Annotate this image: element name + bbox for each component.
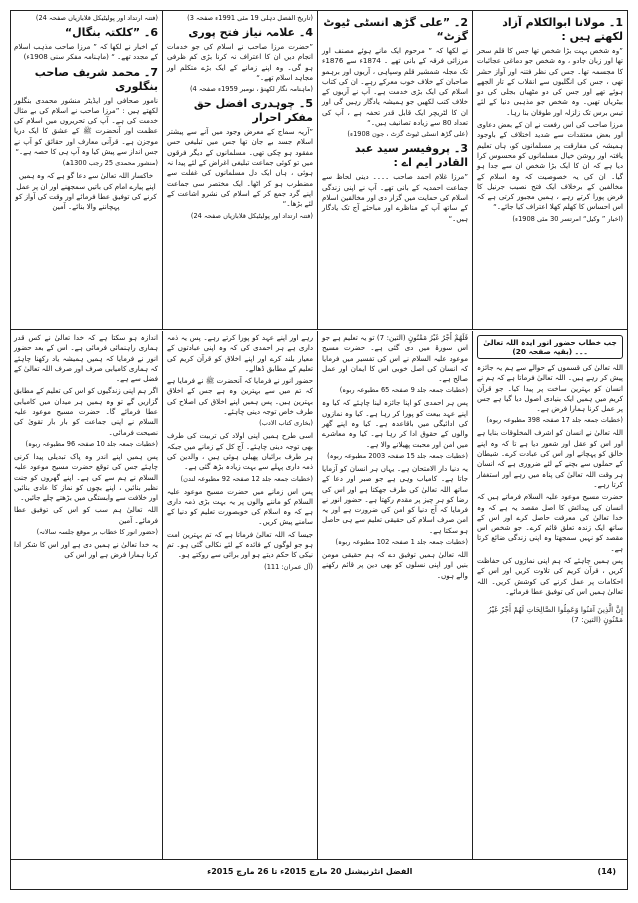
lower-col-4 [10,331,162,859]
lower-col3-ref: (بخاری کتاب الادب) [259,419,313,428]
lower-col2-para: یہ دنیا دار الامتحان ہے۔ یہاں ہر انسان کو آزمایا جاتا ہے۔ کامیاب وہی ہے جو صبر اور دعا کے ساتھ اللہ تعالیٰ کی طرف جھکتا ہے اور اس کی رضا کو ہر چیز پر مقدم رکھتا ہے۔ حضور انور نے فرمایا کہ آج دنیا کو امن کی ضرورت ہے اور یہ امن صرف اسلام کی حقیقی تعلیم سے ہی حاصل ہو سکتا ہے۔ [322,463,468,535]
page-footer [10,860,628,882]
column-rule [317,331,318,859]
lower-col-2 [318,331,472,859]
upper-col3-heading: 4۔ علامہ نیاز فتح پوری [188,26,313,39]
continuation-box: جب خطاب حضور انور ایدہ اللہ تعالیٰ ۔۔۔ (بقیہ صفحہ 20) [477,335,623,359]
publication-dateline: الفضل انٹرنیشنل 20 مارچ 2015ء تا 26 مارچ 2015ء [207,866,413,876]
lower-col1-para: پس ہمیں چاہئے کہ ہم اپنی نمازوں کی حفاظت کریں ، قرآن کریم کی تلاوت کریں اور اس کے احکامات پر عمل کرنے کی کوشش کریں۔ اللہ تعالیٰ ہمیں اس کی توفیق عطا فرمائے۔ [477,556,623,596]
upper-col-3 [163,11,317,329]
section-divider [11,329,627,330]
lower-col1-para: اللہ تعالیٰ کی قسموں کے حوالے سے ہم یہ جائزہ پیش کر رہے ہیں۔ اللہ تعالیٰ فرماتا ہے کہ ہم نے انسان کو بہترین ساخت پر پیدا کیا۔ جو قرآن کریم میں ہمیں ایک بنیادی اصول دیا گیا ہے جس پر عمل کرنا ہمارا فرض ہے۔ [477,363,623,414]
lower-col1-verse: إِنَّ الَّذِينَ آمَنُوا وَعَمِلُوا الصَّالِحَاتِ لَهُمْ أَجْرٌ غَيْرُ مَمْنُونٍ (التین: 7) [487,604,623,625]
lower-col3-ref: (آل عمران: 111) [264,562,313,571]
lower-col3-para: جیسا کہ اللہ تعالیٰ فرماتا ہے کہ تم بہترین امت ہو جو لوگوں کے فائدہ کے لئے نکالی گئی ہو۔ تم نیکی کا حکم دیتے ہو اور برائی سے روکتے ہو۔ [167,529,313,560]
lower-col4-ref: (خطبات جمعہ جلد 10 صفحہ 96 مطبوعہ ربوہ) [25,439,158,448]
upper-col4-closing: خاکسار اللہ تعالیٰ سے دعا گو ہے کہ وہ ہمیں اپنے پیارے امام کی باتیں سمجھنے اور ان پر عمل کرنے کی توفیق عطا فرمائے اور وقت کی آواز کو پہچاننے والا بنائے۔ آمین [15,171,157,212]
upper-col3-ref-top: (تاریخ الفضل دہلی 19 مئی 1991ء صفحہ 3) [187,14,313,22]
column-rule [472,11,473,329]
lower-col3-para: اسی طرح ہمیں اپنی اولاد کی تربیت کی طرف بھی توجہ دینی چاہئے۔ آج کل کے زمانے میں جبکہ ہر طرف برائیاں پھیلی ہوئی ہیں ، والدین کی ذمہ داری پہلے سے بہت زیادہ بڑھ گئی ہے۔ [167,431,313,472]
lower-col3-para: حضور انور نے فرمایا کہ آنحضرت ﷺ نے فرمایا ہے کہ تم میں سے بہترین وہ ہے جس کے اخلاق بہترین ہیں۔ پس ہمیں اپنے اخلاق کی اصلاح کی طرف خاص توجہ دینی چاہئے۔ [167,376,313,417]
upper-col4-ref: (منشور محمدی 25 رجب 1300ھ) [62,159,158,168]
upper-col-2 [318,11,472,329]
lower-col-3 [163,331,317,859]
upper-col-1 [473,11,627,329]
lower-col-1 [473,331,627,859]
lower-col4-para: اللہ تعالیٰ ہم سب کو اس کی توفیق عطا فرمائے۔ آمین [14,505,158,525]
upper-col3-para: ”آریہ سماج کے معرض وجود میں آنے سے پیشتر اسلام جسد بے جان تھا جس میں تبلیغی حس مفقود ہو چکی تھی۔ مسلمانوں کے دیگر فرقوں میں تو کوئی جماعت تبلیغی اغراض کے لئے پیدا نہ ہوئی ، ہاں ایک دل مسلمانوں کی غفلت سے مضطرب ہو کر اٹھا۔ ایک مختصر سی جماعت اپنے گرد جمع کر کے اسلام کی نشرو اشاعت کے لئے بڑھا۔“ [167,127,313,209]
upper-col4-heading-2: 7۔ محمد شریف صاحب بنگلوری [34,65,158,93]
upper-col4-ref-top: (فتنہ ارتداد اور پولیٹیکل قلابازیاں صفحہ 24) [35,14,158,22]
upper-col4-heading: 6۔ ”کلکتہ بنگال“ [64,26,158,39]
lower-col2-ref: (خطبات جمعہ جلد 9 صفحہ 65 مطبوعہ ربوہ) [339,386,468,395]
lower-col2-ref: (خطبات جمعہ جلد 1 صفحہ 102 مطبوعہ ربوہ) [335,538,468,547]
upper-col2-para: نے لکھا کہ ” مرحوم ایک مانے ہوئے مصنف اور مرزائی فرقہ کے بانی تھے ۔ 1874ء سے 1876ء تک مجلہ شمشیر قلم وسپاہی ، آریوں اور برہمو صاحبان کے خلاف خوب معرکے رہے۔ ان کی کتاب اسلام کی ایک بڑی خدمت ہے۔ آپ نے آریوں کے خلاف کتب لکھیں جو ہمیشہ یادگار رہیں گی اور ان کا لٹریچر ایک قابل قدر تحفہ ہے ، آپ کی تعداد 80 سے زیادہ تصانیف ہیں۔“ [322,46,468,128]
column-rule [162,11,163,329]
column-rule [317,11,318,329]
column-rule [162,331,163,859]
lower-col2-para: فَلَهُمْ أَجْرٌ غَيْرُ مَمْنُونٍ (التین: 7) تو یہ تعلیم ہے جو اس سورۃ میں دی گئی ہے۔ حضرت مسیح موعود علیہ السلام نے اس کی تفسیر میں فرمایا کہ انسان کی اصل خوبی اس کا ایمان اور عمل صالح ہے۔ [322,333,468,384]
lower-col1-ref: (خطبات جمعہ جلد 17 صفحہ 398 مطبوعہ ربوہ) [486,416,623,425]
upper-col2-ref: (علی گڑھ انسٹی ٹیوٹ گزٹ ، جون 1908ء) [347,130,468,139]
lower-col4-ref: (حضور انور کا خطاب بر موقع جلسہ سالانہ) [36,528,158,537]
upper-col2-heading-2: 3۔ پروفیسر سید عبد القادر ایم اے : [354,142,468,170]
upper-col3-para: ”حضرت مرزا صاحب نے اسلام کی جو خدمات انجام دیں ان کا اعتراف نہ کرنا بڑی کم ظرفی ہو گی۔ وہ اپنے زمانے کے ایک بڑے متکلم اور مجاہد اسلام تھے۔“ [167,42,313,82]
lower-col3-para: پس اس زمانے میں حضرت مسیح موعود علیہ السلام کو ماننے والوں پر یہ بہت بڑی ذمہ داری ہے کہ وہ اسلام کی خوبصورت تعلیم کو دنیا کے سامنے پیش کریں۔ [167,486,313,527]
lower-col4-para: اگر ہم اپنی زندگیوں کو اس کی تعلیم کے مطابق گزاریں گے تو وہ ہمیں ہر میدان میں کامیابی عطا فرمائے گا۔ حضرت مسیح موعود علیہ السلام نے اپنی جماعت کو بار بار تقویٰ کی نصیحت فرمائی۔ [14,386,158,437]
lower-col2-para: پس ہر احمدی کو اپنا جائزہ لینا چاہئے کہ کیا وہ اپنے عہد بیعت کو پورا کر رہا ہے۔ کیا وہ نمازوں کی ادائیگی میں باقاعدہ ہے۔ کیا وہ اپنے گھر والوں کے حقوق ادا کر رہا ہے۔ کیا وہ معاشرے میں امن اور محبت پھیلانے والا ہے۔ [322,398,468,449]
newspaper-page [10,10,628,890]
upper-col4-para: نامور صحافی اور ایڈیٹر منشور محمدی بنگلور لکھتے ہیں : ”مرزا صاحب نے اسلام کی بے مثال خدمت کی ہے۔ آپ کی تحریروں میں اسلام کی عظمت اور آنحضرت ﷺ کے عشق کا ایک دریا موجزن ہے۔ قرآنی معارف اور حقائق کو آپ نے جس انداز سے پیش کیا وہ آپ ہی کا حصہ ہے۔“ [14,95,158,157]
lower-col4-para: یہ خدا تعالیٰ نے ہمیں دی ہے اور اس کا شکر ادا کرنا ہمارا فرض ہے اور اس کی [14,540,158,560]
lower-col3-para: رہے اور اپنے عہد کو پورا کرتے رہے۔ پس یہ ذمہ داری ہے ہر احمدی کی کہ وہ اپنی عبادتوں کے معیار بلند کرے اور اپنے اخلاق کو قرآن کریم کی تعلیم کے مطابق ڈھالے۔ [167,333,313,373]
upper-col2-para: ”مرزا غلام احمد صاحب ۔۔۔۔ دینی لحاظ سے جماعت احمدیہ کے بانی تھے۔ آپ نے اپنی زندگی اسلام کی حمایت میں گزار دی اور مخالفین اسلام کے ساتھ آپ کے مناظرے اور مباحثے آج تک یادگار ہیں۔“ [322,172,468,223]
lower-col1-para: اللہ تعالیٰ نے انسان کو اشرف المخلوقات بنایا ہے اور اس کو عقل اور شعور دیا ہے تا کہ وہ اپنے خالق کو پہچانے اور اس کی عبادت کرے۔ شیطان کے حملوں سے بچنے کے لئے ضروری ہے کہ انسان ہر وقت اللہ تعالیٰ کی پناہ میں رہے اور استغفار کرتا رہے۔ [477,428,623,489]
lower-col4-para: اندازہ ہو سکتا ہے کہ خدا تعالیٰ نے کس قدر ہماری راہنمائی فرمائی ہے۔ اس کے بعد حضور انور نے فرمایا کہ ہمیں ہمیشہ یاد رکھنا چاہئے کہ ہماری کامیابی صرف اور صرف اللہ تعالیٰ کے فضل سے ہے۔ [14,333,158,384]
page-number: (14) [597,866,616,876]
upper-col4-para: کے اخبار نے لکھا کہ ” مرزا صاحب مذہب اسلام کے مجدد تھے۔ “ (ماہنامہ مفکر سنی 1908ء) [14,42,158,62]
lower-col2-ref: (خطبات جمعہ جلد 15 صفحہ 2003 مطبوعہ ربوہ) [327,451,468,460]
upper-col1-para: مرزا صاحب کی اس رفعت نے ان کے بعض دعاوی اور بعض معتقدات سے شدید اختلاف کے باوجود ہمیشہ کی مفارقت پر مسلمانوں کو، ہاں تعلیم یافتہ اور روشن خیال مسلمانوں کو محسوس کرا دیا ہے کہ ان کا ایک بڑا شخص ان سے جدا ہو گیا۔ ان کی یہ خصوصیت کہ وہ اسلام کے مخالفین کے برخلاف ایک فتح نصیب جرنیل کا فرض پورا کرتے رہے ، ہمیں مجبور کرتی ہے کہ اس احساس کا کھلم کھلا اعتراف کیا جائے۔“ [477,120,623,212]
upper-col1-heading: 1۔ مولانا ابوالکلام آزاد لکھتے ہیں : [502,16,623,43]
upper-col1-ref: (اخبار ” وکیل“ امرتسر 30 مئی 1908ء) [512,214,623,223]
upper-col1-para: ”وہ شخص بہت بڑا شخص تھا جس کا قلم سحر تھا اور زبان جادو ، وہ شخص جو دماغی عجائبات کا مجسمہ تھا۔ جس کی نظر فتنہ اور آواز حشر تھی ، جس کی انگلیوں سے انقلاب کے تار الجھے ہوئے تھے اور جس کی دو مٹھیاں بجلی کی دو بیٹریاں تھیں۔ وہ شخص جو مذہبی دنیا کے لئے تیس برس تک زلزلہ اور طوفان بنا رہا۔ [477,46,623,117]
lower-col3-ref: (خطبات جمعہ جلد 12 صفحہ 92 مطبوعہ لندن) [180,474,313,483]
column-rule [472,331,473,859]
lower-col1-para: حضرت مسیح موعود علیہ السلام فرماتے ہیں کہ انسان کی پیدائش کا اصل مقصد یہ ہے کہ وہ خدا تعالیٰ کی معرفت حاصل کرے اور اس کے ساتھ ایک زندہ تعلق قائم کرے۔ جو شخص اس مقصد کو نہیں سمجھتا وہ اپنی زندگی ضائع کرتا ہے۔ [477,492,623,553]
upper-col3-ref: (فتنہ ارتداد اور پولیٹیکل قلابازیاں صفحہ 24) [190,211,313,220]
upper-col2-heading: 2۔ ”علی گڑھ انسٹی ٹیوٹ گزٹ“ [323,16,468,43]
upper-col3-heading-2: 5۔ چوہدری افضل حق مفکر احرار [193,97,313,125]
upper-col3-ref: (ماہنامہ نگار لکھنؤ ، نومبر 1959ء صفحہ 4) [189,85,313,94]
upper-col-4 [10,11,162,329]
lower-col2-para: اللہ تعالیٰ ہمیں توفیق دے کہ ہم حقیقی مومن بنیں اور اپنی نسلوں کو بھی دین پر قائم رکھنے والے ہوں۔ [322,550,468,580]
lower-col4-para: پس ہمیں اپنے اندر وہ پاک تبدیلی پیدا کرنی چاہئے جس کی توقع حضرت مسیح موعود علیہ السلام نے ہم سے کی ہے۔ اپنے گھروں کو جنت نظیر بنائیں ، اپنے بچوں کو نماز کا عادی بنائیں اور خلافت سے وابستگی میں بڑھتے چلے جائیں۔ [14,451,158,503]
